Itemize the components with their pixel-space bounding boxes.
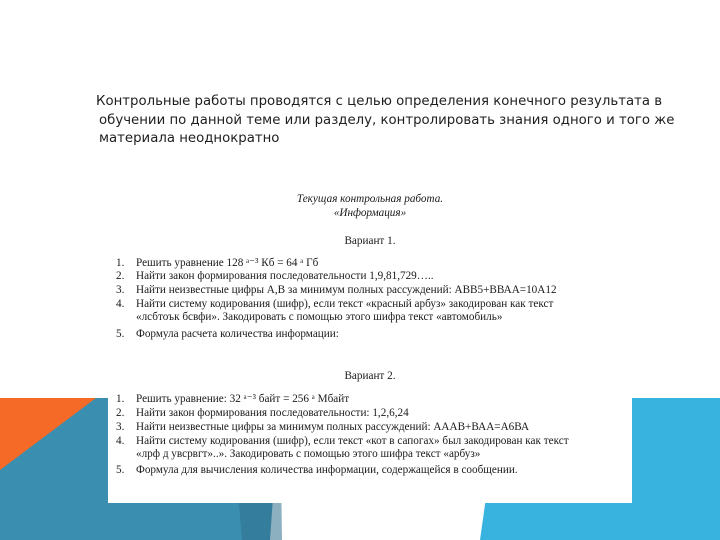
variant-2-heading: Вариант 2. xyxy=(344,370,396,382)
task-text: Найти закон формирования последовательности 1,9,81,729….. xyxy=(136,270,434,282)
task-number: 3. xyxy=(116,284,125,296)
intro-line-3: материала неоднократно xyxy=(99,131,280,146)
scanned-test-document xyxy=(108,180,632,503)
task-text: Найти неизвестные цифры за минимум полных рассуждений: ААAB+ВАА=А6ВА xyxy=(136,421,530,433)
task-text: Формула для вычисления количества информации, содержащейся в сообщении. xyxy=(136,464,518,476)
task-number: 4. xyxy=(116,298,125,310)
intro-line-2: обучении по данной теме или разделу, контролировать знания одного и того же xyxy=(99,112,675,128)
variant-1-heading: Вариант 1. xyxy=(344,235,396,247)
task-number: 2. xyxy=(116,270,125,282)
task-number: 4. xyxy=(116,435,125,447)
task-text-continued: «лрф д увсрвгт»..». Закодировать с помощью этого шифра текст «арбуз» xyxy=(136,448,481,460)
task-number: 3. xyxy=(116,421,125,433)
task-number: 5. xyxy=(116,464,125,476)
task-number: 1. xyxy=(116,393,125,405)
task-text: Решить уравнение: 32 ᵃ⁻³ байт = 256 ᵃ Мбайт xyxy=(136,393,350,405)
intro-line-1: Контрольные работы проводятся с целью определения конечного результата в xyxy=(96,94,663,109)
task-text: Найти систему кодирования (шифр), если текст «кот в сапогах» был закодирован как текст xyxy=(136,435,569,447)
task-text-wrap xyxy=(136,435,626,461)
task-text: Найти систему кодирования (шифр), если текст «красный арбуз» закодирован как текст xyxy=(136,298,554,310)
task-text: Решить уравнение 128 ᵃ⁻³ Кб = 64 ᵃ Гб xyxy=(136,257,319,269)
intro-paragraph xyxy=(96,93,676,149)
task-text: Формула расчета количества информации: xyxy=(136,328,339,340)
task-text: Найти неизвестные цифры А,В за минимум полных рассуждений: АВВ5+ВВАА=10А12 xyxy=(136,284,557,296)
task-text: Найти закон формирования последовательности: 1,2,6,24 xyxy=(136,407,409,419)
task-text-wrap xyxy=(136,298,626,324)
task-number: 2. xyxy=(116,407,125,419)
document-subject: «Информация» xyxy=(333,207,407,219)
task-text-continued: «лсбтоък бсвфи». Закодировать с помощью этого шифра текст «автомобиль» xyxy=(136,311,503,323)
task-number: 5. xyxy=(116,328,125,340)
task-number: 1. xyxy=(116,257,125,269)
document-title: Текущая контрольная работа. xyxy=(296,193,444,205)
